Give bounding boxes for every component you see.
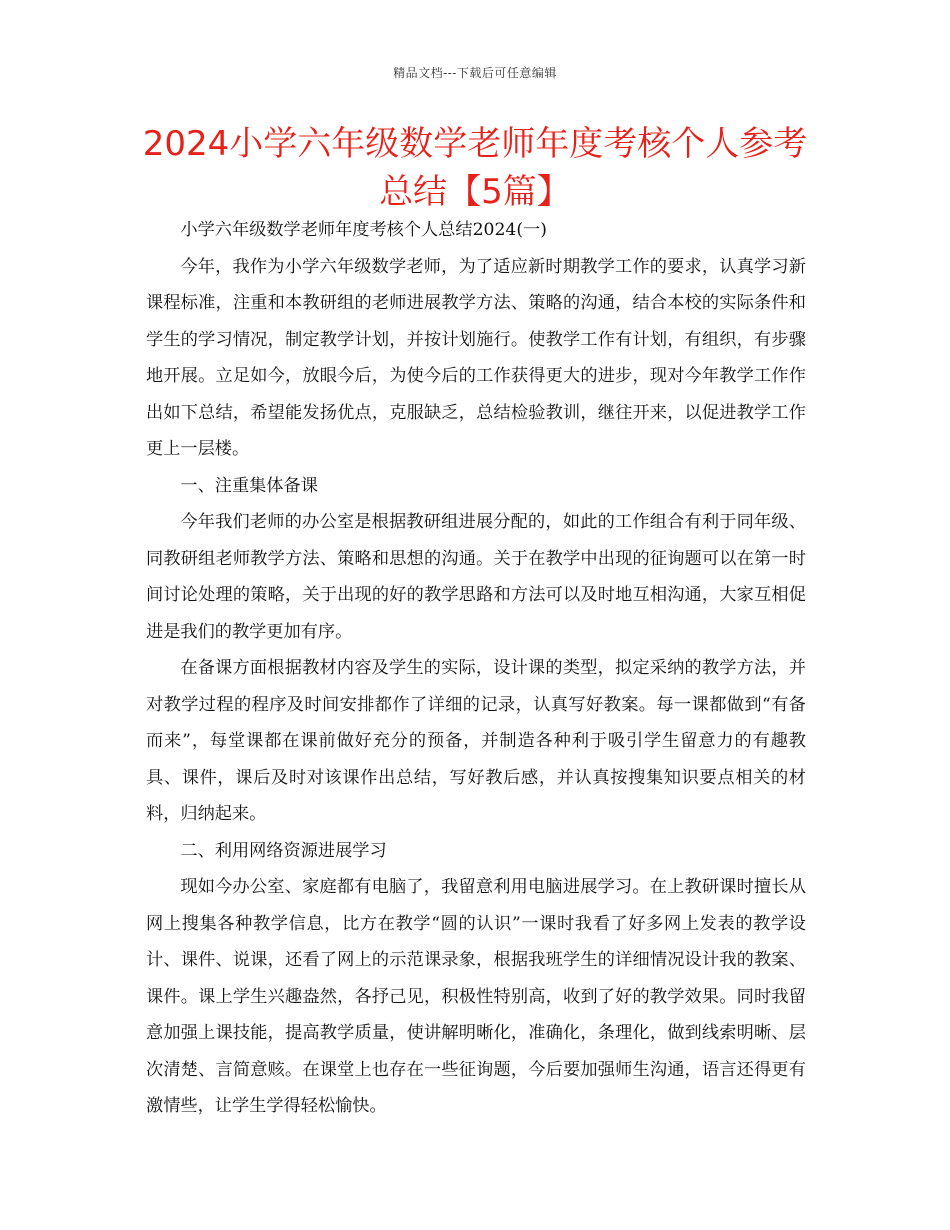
header-note: 精品文档---下载后可任意编辑	[393, 66, 557, 80]
paragraph: 现如今办公室、家庭都有电脑了，我留意利用电脑进展学习。在上教研课时擅长从网上搜集各种教学信息，比方在教学“圆的认识”一课时我看了好多网上发表的教学设计、课件、说课，还看了网上的示范课录象，根据我班学生的详细情况设计我的教案、课件。课上学生兴趣盎然，各抒己见，积极性特别高，收到了好的教学效果。同时我留意加强上课技能，提高教学质量，使讲解明晰化，准确化，条理化，做到线索明晰、层次清楚、言简意赅。在课堂上也存在一些征询题，今后要加强师生沟通，语言还得更有激情些，让学生学得轻松愉快。	[146, 877, 806, 1116]
document-body	[146, 212, 806, 1125]
paragraph: 今年，我作为小学六年级数学老师，为了适应新时期教学工作的要求，认真学习新课程标准，注重和本教研组的老师进展教学方法、策略的沟通，结合本校的实际条件和学生的学习情况，制定教学计划，并按计划施行。使教学工作有计划，有组织，有步骤地开展。立足如今，放眼今后，为使今后的工作获得更大的进步，现对今年教学工作作出如下总结，希望能发扬优点，克服缺乏，总结检验教训，继往开来，以促进教学工作更上一层楼。	[146, 256, 806, 459]
document-title: 2024小学六年级数学老师年度考核个人参考总结【5篇】	[142, 124, 808, 212]
section-heading: 二、利用网络资源进展学习	[180, 840, 387, 861]
paragraph: 今年我们老师的办公室是根据教研组进展分配的，如此的工作组合有利于同年级、同教研组老师教学方法、策略和思想的沟通。关于在教学中出现的征询题可以在第一时间讨论处理的策略，关于出现的好的教学思路和方法可以及时地互相沟通，大家互相促进是我们的教学更加有序。	[146, 512, 806, 642]
paragraph: 在备课方面根据教材内容及学生的实际，设计课的类型，拟定采纳的教学方法，并对教学过程的程序及时间安排都作了详细的记录，认真写好教案。每一课都做到“有备而来”，每堂课都在课前做好充分的预备，并制造各种利于吸引学生留意力的有趣教具、课件，课后及时对该课作出总结，写好教后感，并认真按搜集知识要点相关的材料，归纳起来。	[146, 658, 806, 824]
section-heading: 一、注重集体备课	[180, 475, 318, 496]
section-subtitle: 小学六年级数学老师年度考核个人总结2024(一)	[180, 220, 547, 240]
